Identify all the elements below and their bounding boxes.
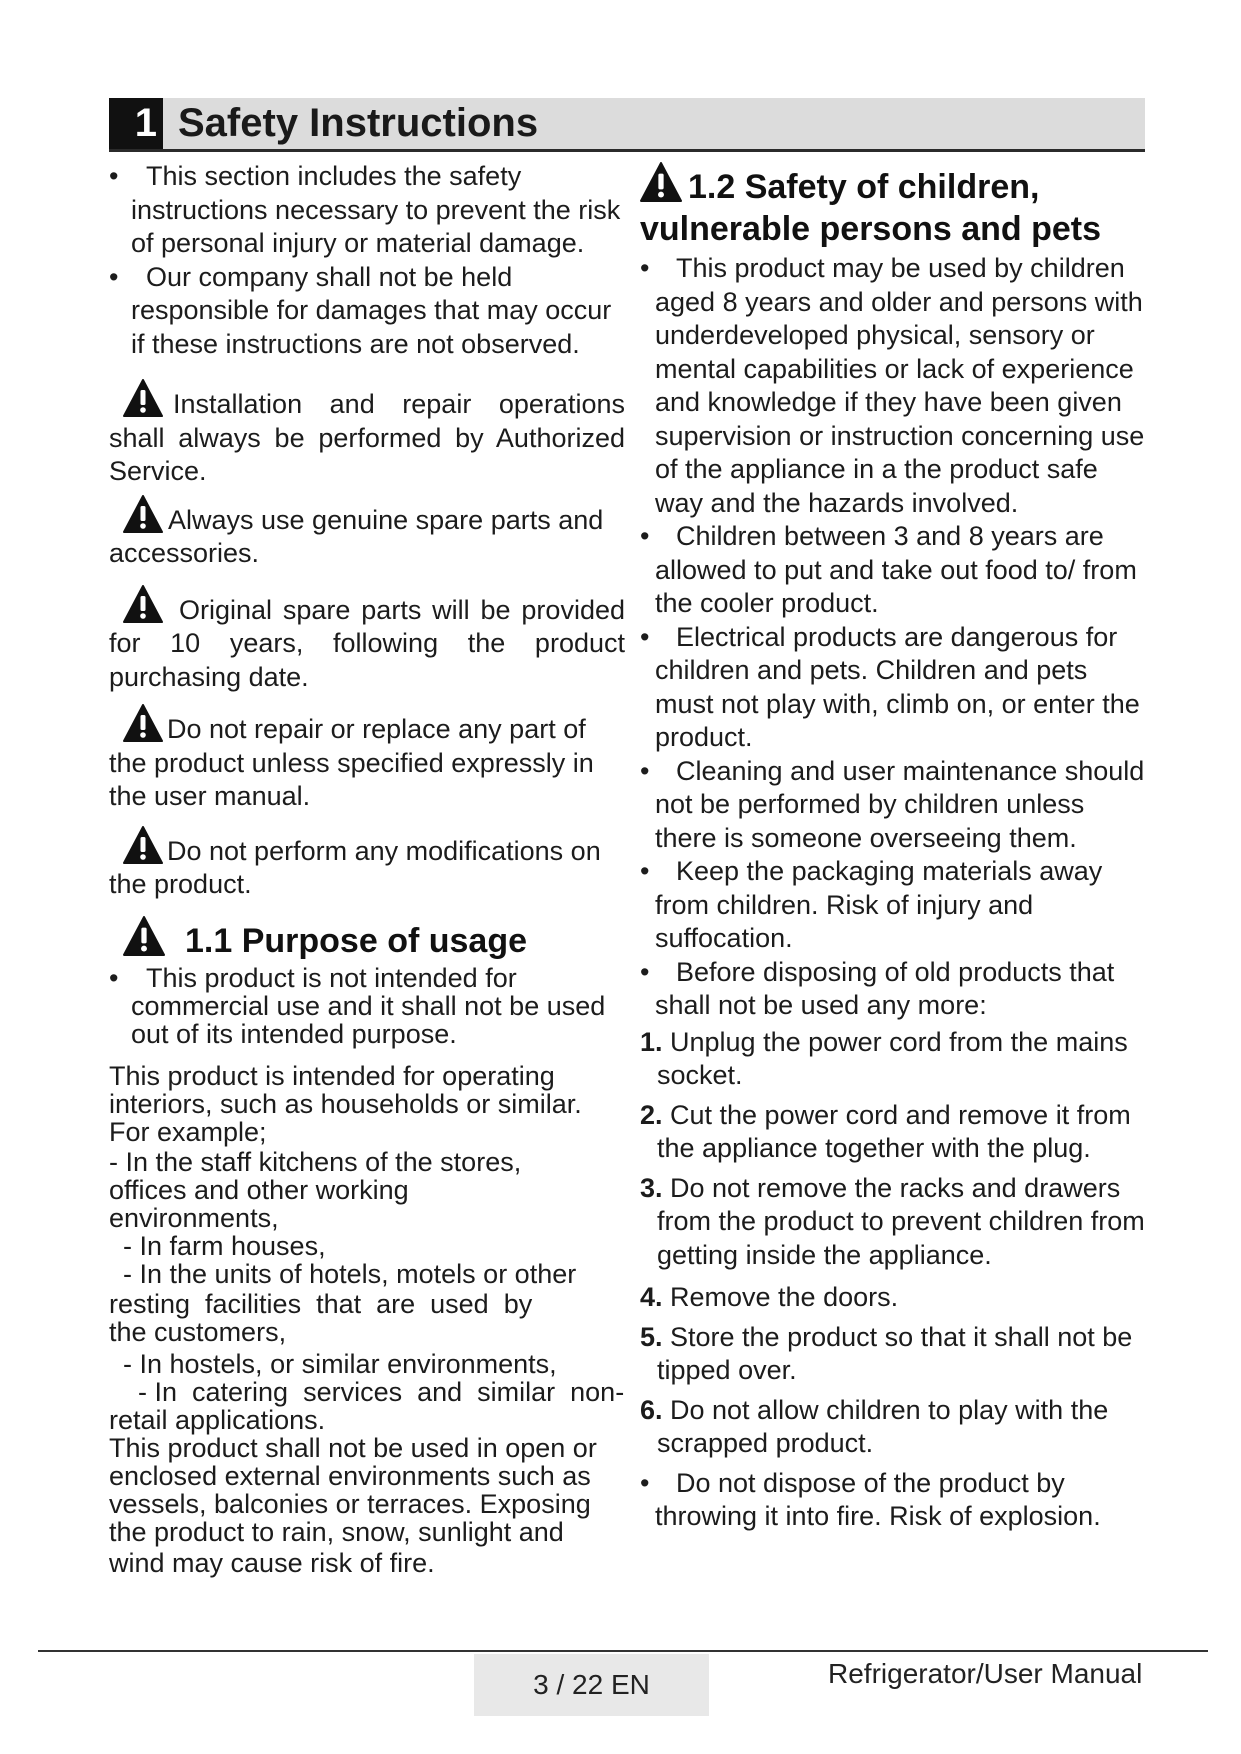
- purpose-paragraph: [109, 1062, 625, 1577]
- paragraph-line: interiors, such as households or similar.: [109, 1088, 582, 1119]
- paragraph-line: environments,: [109, 1202, 279, 1233]
- bullet-dot: •: [640, 253, 650, 283]
- paragraph-line: This product shall not be used in open or: [109, 1432, 597, 1463]
- section-heading-text: 1.2 Safety of children, vulnerable persons and pets: [640, 168, 1102, 248]
- paragraph-line: - In farm houses,: [123, 1230, 326, 1261]
- section-heading-children: [640, 162, 1145, 250]
- numbered-step: [640, 1026, 1145, 1093]
- paragraph-line: - In catering services and similar non-: [123, 1376, 625, 1407]
- paragraph-line: offices and other working: [109, 1174, 409, 1205]
- chapter-header: [109, 98, 1145, 152]
- warning-triangle-icon: [123, 379, 163, 417]
- bullet-dot: •: [640, 856, 650, 886]
- numbered-step: [640, 1321, 1145, 1388]
- section-heading-text: 1.1 Purpose of usage: [185, 921, 527, 960]
- list-item: [640, 252, 1145, 520]
- chapter-number: 1: [109, 98, 163, 149]
- footer-divider: [38, 1650, 1208, 1652]
- step-text: Unplug the power cord from the mains socket.: [657, 1026, 1128, 1090]
- left-column: [109, 160, 625, 1577]
- chapter-title: Safety Instructions: [178, 101, 539, 145]
- step-text: Cut the power cord and remove it from the appliance together with the plug.: [657, 1099, 1131, 1163]
- bullet-dot: •: [640, 521, 650, 551]
- warning-text: Original spare parts will be provided for 10 years, following the product purchasing date.: [109, 594, 625, 692]
- step-text: Store the product so that it shall not be tipped over.: [657, 1321, 1133, 1385]
- paragraph-line: - In hostels, or similar environments,: [123, 1348, 557, 1379]
- list-item-text: This product may be used by children aged 8 years and older and persons with underdeveloped physical, sensory or mental capabilities or lack of experience and knowledge if they have been given supervision or instruction concerning use of the appliance in a the product safe way and the hazards involved.: [655, 253, 1145, 518]
- bullet-dot: •: [640, 755, 650, 786]
- warning-text: Do not repair or replace any part of the product unless specified expressly in the user manual.: [109, 714, 594, 811]
- list-item-text: Our company shall not be held responsible for damages that may occur if these instructions are not observed.: [131, 261, 612, 359]
- list-item-text: This product is not intended for commercial use and it shall not be used out of its intended purpose.: [131, 962, 606, 1049]
- warning-note: [109, 704, 625, 814]
- warning-note: [109, 826, 625, 902]
- paragraph-line: retail applications.: [109, 1404, 326, 1435]
- bullet-dot: •: [109, 962, 119, 993]
- step-number: 5.: [640, 1321, 663, 1352]
- warning-note: [109, 379, 625, 489]
- step-text: Do not remove the racks and drawers from the product to prevent children from getting inside the appliance.: [657, 1172, 1145, 1270]
- list-item-text: Cleaning and user maintenance should not be performed by children unless there is someone overseeing them.: [655, 755, 1145, 853]
- warning-triangle-icon: [123, 495, 163, 533]
- bullet-dot: •: [109, 161, 119, 191]
- list-item: [640, 956, 1145, 1023]
- bullet-dot: •: [640, 621, 650, 652]
- warning-triangle-icon: [123, 826, 163, 864]
- step-number: 2.: [640, 1099, 663, 1130]
- document-title: Refrigerator/User Manual: [828, 1658, 1143, 1689]
- list-item: [640, 621, 1145, 755]
- list-item: [640, 755, 1145, 856]
- list-item-text: Keep the packaging materials away from children. Risk of injury and suffocation.: [655, 856, 1103, 953]
- list-item: [640, 520, 1145, 621]
- warning-note: [109, 585, 625, 695]
- bullet-dot: •: [640, 956, 650, 987]
- warning-triangle-icon: [123, 704, 163, 742]
- warning-text: Installation and repair operations shall always be performed by Authorized Service.: [109, 389, 625, 486]
- list-item-text: Do not dispose of the product by throwing it into fire. Risk of explosion.: [655, 1467, 1101, 1531]
- paragraph-line: wind may cause risk of fire.: [109, 1547, 435, 1578]
- page-number: 3 / 22 EN: [474, 1654, 709, 1716]
- list-item: [109, 261, 625, 362]
- step-number: 1.: [640, 1026, 663, 1057]
- warning-text: Do not perform any modifications on the product.: [109, 835, 601, 899]
- list-item-text: Before disposing of old products that shall not be used any more:: [655, 956, 1115, 1020]
- step-text: Do not allow children to play with the scrapped product.: [657, 1394, 1109, 1458]
- numbered-step: [640, 1099, 1145, 1166]
- list-item-text: Electrical products are dangerous for children and pets. Children and pets must not play with, climb on, or enter the product.: [655, 621, 1140, 752]
- paragraph-line: - In the units of hotels, motels or other: [123, 1258, 577, 1289]
- section-heading-purpose: [109, 916, 625, 962]
- step-number: 6.: [640, 1394, 663, 1425]
- paragraph-line: This product is intended for operating: [109, 1060, 555, 1091]
- numbered-step: [640, 1281, 1145, 1315]
- warning-note: [109, 495, 625, 571]
- warning-triangle-icon: [123, 916, 165, 956]
- numbered-step: [640, 1394, 1145, 1461]
- paragraph-line: enclosed external environments such as: [109, 1460, 591, 1491]
- list-item: [109, 964, 625, 1048]
- paragraph-line: - In the staff kitchens of the stores,: [109, 1146, 522, 1177]
- paragraph-line: vessels, balconies or terraces. Exposing: [109, 1488, 591, 1519]
- paragraph-line: the product to rain, snow, sunlight and: [109, 1516, 564, 1547]
- warning-triangle-icon: [640, 162, 682, 202]
- list-item-text: This section includes the safety instructions necessary to prevent the risk of personal injury or material damage.: [131, 161, 621, 258]
- numbered-step: [640, 1172, 1145, 1273]
- list-item: [640, 855, 1145, 956]
- step-number: 4.: [640, 1282, 663, 1312]
- paragraph-line: resting facilities that are used by: [109, 1288, 533, 1319]
- list-item-text: Children between 3 and 8 years are allowed to put and take out food to/ from the cooler product.: [655, 521, 1137, 618]
- list-item: [109, 160, 625, 261]
- list-item: [640, 1467, 1145, 1534]
- step-text: Remove the doors.: [670, 1282, 899, 1312]
- paragraph-line: For example;: [109, 1116, 267, 1147]
- warning-text: Always use genuine spare parts and accessories.: [109, 504, 604, 568]
- warning-triangle-icon: [123, 585, 163, 623]
- step-number: 3.: [640, 1172, 663, 1203]
- bullet-dot: •: [640, 1467, 650, 1498]
- right-column: [640, 162, 1145, 1534]
- bullet-dot: •: [109, 261, 119, 292]
- paragraph-line: the customers,: [109, 1316, 287, 1347]
